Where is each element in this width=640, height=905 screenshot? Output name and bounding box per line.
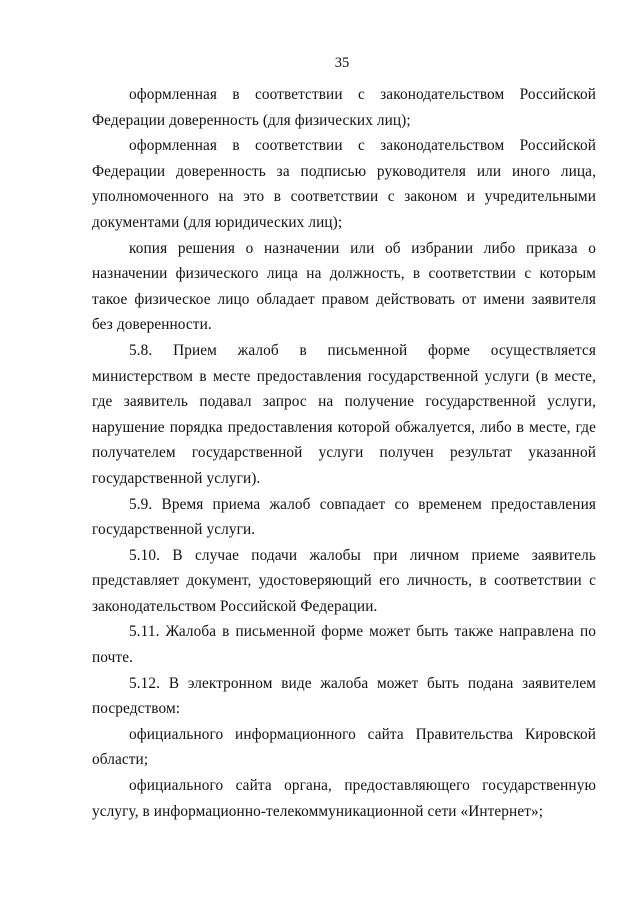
paragraph-5-12: 5.12. В электронном виде жалоба может быть подана заявителем посредством: [92, 674, 596, 718]
page-number: 35 [334, 55, 350, 71]
paragraph-5-9: 5.9. Время приема жалоб совпадает со временем предоставления государственной услуги. [92, 495, 596, 539]
paragraph-5-8: 5.8. Прием жалоб в письменной форме осуществляется министерством в месте предоставления государственной услуги (в месте, где заявитель подавал запрос на получение государственной услуги, нарушение порядка предоставления которой обжалуется, либо в месте, где получателем государственной услуги получен результат указанной государственной услуги). [92, 341, 596, 487]
paragraph-appointment-decision-copy: копия решения о назначении или об избрании либо приказа о назначении физического лица на должность, в соответствии с которым такое физическое лицо обладает правом действовать от имени заявителя без доверенности. [92, 239, 596, 334]
paragraph-5-11: 5.11. Жалоба в письменной форме может быть также направлена по почте. [92, 623, 596, 667]
document-body [92, 82, 596, 824]
paragraph-power-of-attorney-individuals: оформленная в соответствии с законодательством Российской Федерации доверенность (для физических лиц); [92, 86, 596, 129]
list-item-official-agency-site: официального сайта органа, предоставляющего государственную услугу, в информационно-телекоммуникационной сети «Интернет»; [92, 777, 596, 820]
list-item-official-government-site: официального информационного сайта Правительства Кировской области; [92, 725, 596, 769]
paragraph-power-of-attorney-legal-entities: оформленная в соответствии с законодательством Российской Федерации доверенность за подписью руководителя или иного лица, уполномоченного на это в соответствии с законом и учредительными документами (для юридических лиц); [92, 137, 596, 231]
paragraph-5-10: 5.10. В случае подачи жалобы при личном приеме заявитель представляет документ, удостоверяющий его личность, в соответствии с законодательством Российской Федерации. [92, 546, 596, 615]
